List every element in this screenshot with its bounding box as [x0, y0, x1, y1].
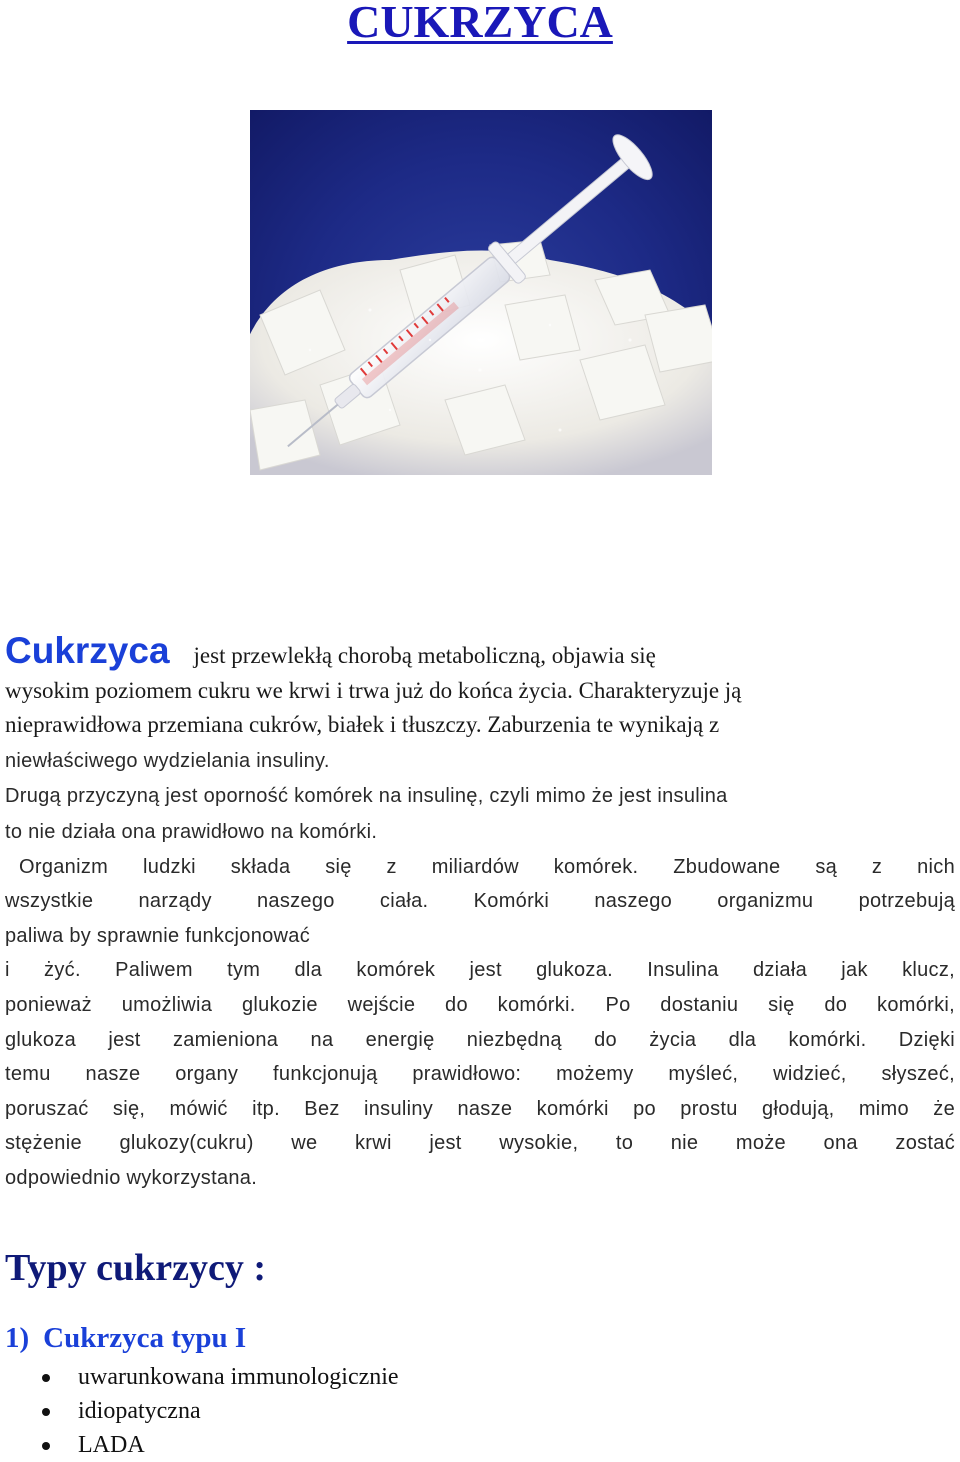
- type1-number: 1): [5, 1322, 30, 1354]
- list-item-text: idiopatyczna: [78, 1398, 201, 1424]
- intro-line: i żyć. Paliwem tym dla komórek jest glukoza. Insulina działa jak klucz,: [5, 959, 955, 982]
- intro-line: stężenie glukozy(cukru) we krwi jest wysokie, to nie może ona zostać: [5, 1132, 955, 1155]
- bullet-icon: [42, 1442, 50, 1450]
- types-heading: Typy cukrzycy :: [5, 1247, 267, 1289]
- page-title: CUKRZYCA: [347, 0, 613, 47]
- intro-lead-word: Cukrzyca: [5, 630, 170, 671]
- intro-paragraph-2: [5, 850, 955, 1196]
- syringe-sugar-photo: [250, 110, 712, 475]
- intro-line: niewłaściwego wydzielania insuliny.: [5, 749, 330, 772]
- intro-line: ponieważ umożliwia glukozie wejście do komórki. Po dostaniu się do komórki,: [5, 993, 955, 1016]
- intro-line: wysokim poziomem cukru we krwi i trwa już do końca życia. Charakteryzuje ją: [5, 677, 742, 703]
- intro-line: odpowiednio wykorzystana.: [5, 1166, 258, 1189]
- intro-line: wszystkie narządy naszego ciała. Komórki naszego organizmu potrzebują: [5, 890, 955, 913]
- intro-line: glukoza jest zamieniona na energię niezbędną do życia dla komórki. Dzięki: [5, 1028, 955, 1051]
- intro-line: paliwa by sprawnie funkcjonować: [5, 924, 311, 947]
- bullet-icon: [42, 1408, 50, 1416]
- syringe-sugar-illustration: [250, 110, 712, 475]
- list-item: [0, 1428, 399, 1462]
- intro-line: Drugą przyczyną jest oporność komórek na insulinę, czyli mimo że jest insulina: [5, 785, 728, 808]
- intro-line: Organizm ludzki składa się z miliardów komórek. Zbudowane są z nich: [19, 855, 955, 878]
- intro-section: [5, 630, 955, 1196]
- intro-paragraph-1: [5, 630, 955, 850]
- intro-line: nieprawidłowa przemiana cukrów, białek i tłuszczy. Zaburzenia te wynikają z: [5, 712, 720, 738]
- intro-line: jest przewlekłą chorobą metaboliczną, objawia się: [193, 643, 656, 668]
- type1-heading: [5, 1322, 246, 1355]
- type1-label: Cukrzyca typu I: [43, 1322, 247, 1354]
- list-item-text: LADA: [78, 1432, 145, 1458]
- intro-line: temu nasze organy funkcjonują prawidłowo: możemy myśleć, widzieć, słyszeć,: [5, 1063, 955, 1086]
- intro-line: to nie działa ona prawidłowo na komórki.: [5, 820, 378, 843]
- list-item-text: uwarunkowana immunologicznie: [78, 1364, 399, 1390]
- list-item: [0, 1360, 399, 1394]
- list-item: [0, 1394, 399, 1428]
- bullet-icon: [42, 1374, 50, 1382]
- intro-line: poruszać się, mówić itp. Bez insuliny nasze komórki po prostu głodują, mimo że: [5, 1097, 955, 1120]
- type1-list: [0, 1360, 399, 1462]
